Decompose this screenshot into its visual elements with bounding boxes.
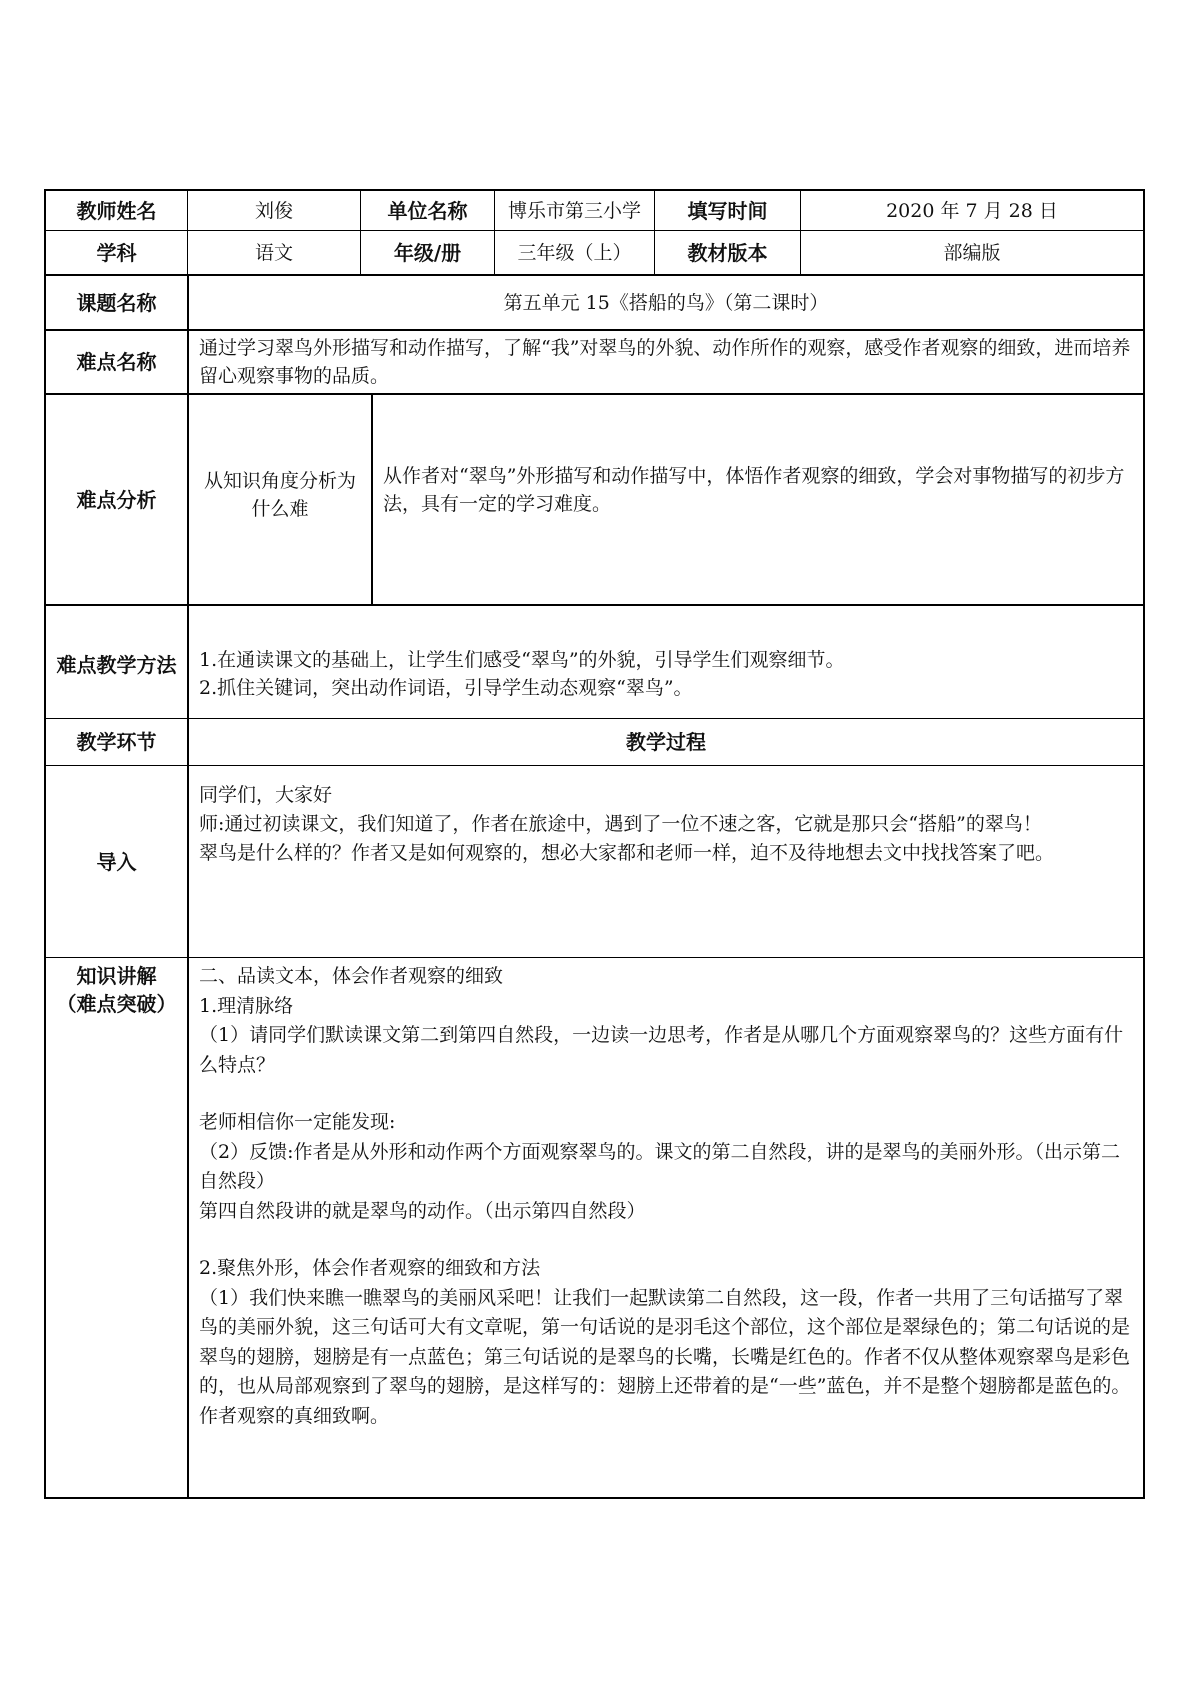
date-value: 2020 年 7 月 28 日	[800, 191, 1143, 230]
analysis-sub-label-text: 从知识角度分析为什么难	[203, 470, 356, 520]
info-row-1	[44, 191, 1145, 230]
method-label: 难点教学方法	[56, 652, 177, 677]
edition-label: 教材版本	[654, 231, 800, 274]
process-header-left: 教学环节	[76, 730, 157, 754]
edition-value: 部编版	[800, 231, 1143, 274]
intro-line-3: 翠鸟是什么样的？作者又是如何观察的，想必大家都和老师一样，迫不及待地想去文中找找答案了吧。	[199, 842, 1055, 864]
knowledge-line-8: （1）我们快来瞧一瞧翠鸟的美丽风采吧！让我们一起默读第二自然段，这一段，作者一共用了三句话描写了翠鸟的美丽外貌，这三句话可大有文章呢，第一句话说的是羽毛这个部位，这个部位是翠绿色的；第二句话说的是翠鸟的翅膀，翅膀是有一点蓝色；第三句话说的是翠鸟的长嘴，长嘴是红色的。作者不仅从整体观察翠鸟是彩色的，也从局部观察到了翠鸟的翅膀，是这样写的：翅膀上还带着的是“一些”蓝色，并不是整个翅膀都是蓝色的。作者观察的真细致啊。	[199, 1286, 1131, 1427]
intro-label: 导入	[96, 849, 137, 874]
knowledge-label	[46, 958, 187, 1497]
knowledge-row	[44, 957, 1145, 1497]
difficulty-row	[44, 329, 1145, 393]
knowledge-line-2: 1.理清脉络	[199, 994, 294, 1017]
topic-row	[44, 274, 1145, 329]
teacher-value: 刘俊	[187, 191, 360, 230]
date-label: 填写时间	[654, 191, 800, 230]
knowledge-value	[187, 958, 1143, 1497]
process-header-row	[44, 718, 1145, 765]
lesson-plan-table	[44, 189, 1145, 1499]
intro-line-2: 师:通过初读课文，我们知道了，作者在旅途中，遇到了一位不速之客，它就是那只会“搭船”的翠鸟！	[199, 813, 1042, 835]
knowledge-label-1: 知识讲解	[76, 964, 157, 988]
knowledge-line-4: 老师相信你一定能发现:	[199, 1111, 396, 1133]
knowledge-line-3: （1）请同学们默读课文第二到第四自然段，一边读一边思考，作者是从哪几个方面观察翠鸟的？这些方面有什么特点？	[199, 1024, 1124, 1076]
analysis-text: 从作者对“翠鸟”外形描写和动作描写中，体悟作者观察的细致，学会对事物描写的初步方法，具有一定的学习难度。	[383, 464, 1125, 515]
process-header-right: 教学过程	[187, 719, 1143, 765]
knowledge-line-6: 第四自然段讲的就是翠鸟的动作。（出示第四自然段）	[199, 1199, 646, 1222]
intro-row	[44, 765, 1145, 957]
method-line-2: 2.抓住关键词，突出动作词语，引导学生动态观察“翠鸟”。	[199, 677, 693, 699]
knowledge-line-7: 2.聚焦外形，体会作者观察的细致和方法	[199, 1257, 541, 1279]
method-row	[44, 604, 1145, 718]
analysis-label: 难点分析	[76, 487, 157, 512]
knowledge-line-1: 二、品读文本，体会作者观察的细致	[199, 965, 504, 987]
unit-value: 博乐市第三小学	[494, 191, 654, 230]
method-value	[187, 606, 1143, 718]
unit-label: 单位名称	[360, 191, 494, 230]
topic-label: 课题名称	[76, 290, 157, 315]
intro-value	[187, 766, 1143, 957]
teacher-label: 教师姓名	[76, 198, 157, 223]
analysis-value	[371, 395, 1143, 604]
grade-label: 年级/册	[360, 231, 494, 274]
intro-line-1: 同学们，大家好	[199, 784, 333, 806]
grade-value: 三年级（上）	[494, 231, 654, 274]
analysis-row	[44, 393, 1145, 604]
difficulty-label: 难点名称	[76, 350, 157, 374]
method-line-1: 1.在通读课文的基础上，让学生们感受“翠鸟”的外貌，引导学生们观察细节。	[199, 649, 845, 671]
difficulty-value	[187, 331, 1143, 393]
subject-value: 语文	[187, 231, 360, 274]
analysis-sub-label	[187, 395, 371, 604]
subject-label: 学科	[96, 240, 137, 265]
difficulty-text: 通过学习翠鸟外形描写和动作描写，了解“我”对翠鸟的外貌、动作所作的观察，感受作者观察的细致，进而培养留心观察事物的品质。	[199, 337, 1131, 387]
topic-value: 第五单元 15《搭船的鸟》（第二课时）	[187, 276, 1143, 329]
info-row-2	[44, 230, 1145, 274]
knowledge-line-5: （2）反馈:作者是从外形和动作两个方面观察翠鸟的。课文的第二自然段，讲的是翠鸟的美丽外形。（出示第二自然段）	[199, 1140, 1120, 1192]
knowledge-label-2: （难点突破）	[56, 992, 177, 1016]
